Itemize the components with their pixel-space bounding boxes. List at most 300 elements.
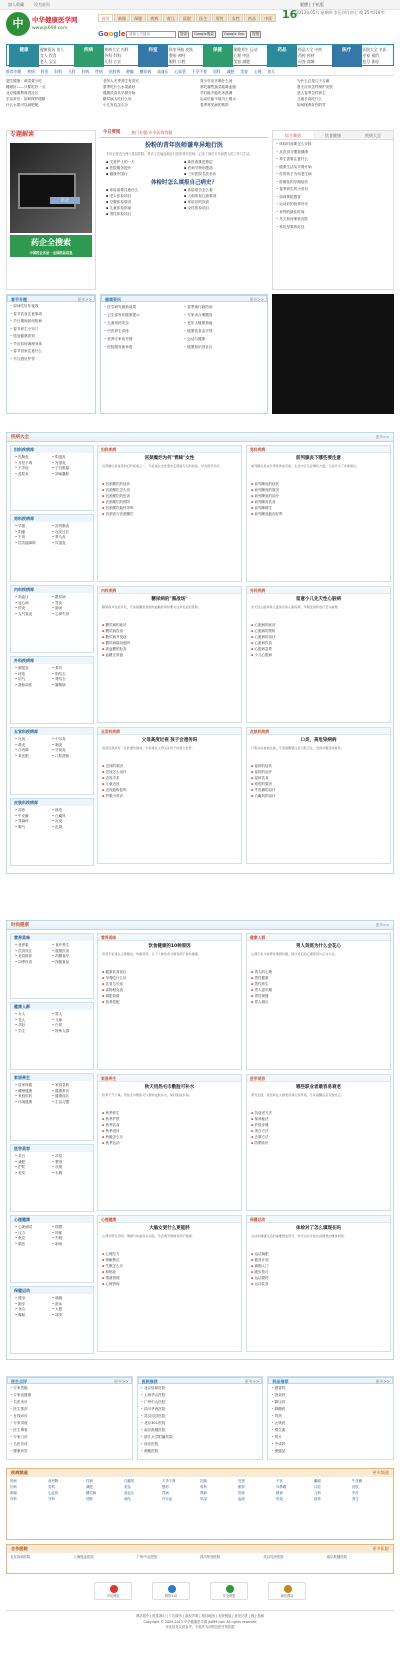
channel-link[interactable]: 耳鼻喉 xyxy=(276,1485,287,1489)
category-link[interactable]: • 牛皮癣 xyxy=(15,813,29,818)
ticker-link[interactable]: 超生健康：黄菜要少吃 xyxy=(6,79,42,83)
channel-link[interactable]: 牛皮癣 xyxy=(352,1479,363,1483)
card-link[interactable]: ▪ 跑步技巧 xyxy=(251,1269,386,1275)
category-link[interactable]: • 女人 xyxy=(15,1012,26,1016)
trust-badge-0[interactable] xyxy=(94,1582,132,1600)
category-title[interactable]: 营养美味 xyxy=(11,934,93,941)
category-link[interactable]: • 睾丸炎 xyxy=(52,535,66,539)
main-nav-link[interactable]: 皮肤 xyxy=(185,47,193,52)
main-nav-link[interactable]: 西药 xyxy=(298,52,307,58)
list-item[interactable]: • 旅途健康须知 xyxy=(10,333,92,341)
disease-more[interactable]: 更多>> xyxy=(375,435,389,439)
card-link[interactable]: ▪ 健康饮食误区 xyxy=(102,969,237,975)
main-nav-links-0[interactable] xyxy=(40,47,72,64)
category-link[interactable]: • 药膳食疗 xyxy=(52,954,70,958)
category-link[interactable]: • 包皮过长 xyxy=(52,529,70,534)
card-title[interactable]: 秋天用热毛巾敷脸可补水 xyxy=(144,1085,195,1090)
ticker-link[interactable]: 什么水果可以减肥呢 xyxy=(6,103,39,107)
logo-icon[interactable]: 中 xyxy=(6,12,30,36)
card-link[interactable]: ▪ 心脏病的症状 xyxy=(251,622,386,628)
card-link[interactable]: ▪ 心脏病急救 xyxy=(251,646,386,652)
card-link[interactable]: ▪ 高血糖的危害 xyxy=(102,646,237,652)
card-link[interactable]: ▪ 男人的心理 xyxy=(251,969,386,975)
channel-link[interactable]: 外科 xyxy=(48,1497,55,1501)
main-nav-tab-2[interactable]: 科室 xyxy=(138,45,168,67)
channel-link[interactable]: 胃病 xyxy=(162,1491,169,1495)
card-link[interactable]: ▪ 前列腺炎能治好吗 xyxy=(251,511,386,517)
topbar-links[interactable]: 繁體 | 手机版 xyxy=(300,2,324,7)
card-link[interactable]: ▪ 秋燥怎么办 xyxy=(102,1134,237,1140)
ticker-link[interactable]: 孕妇能不能吃冰淇淋 xyxy=(200,91,233,95)
subnav-item-15[interactable]: 美容 xyxy=(240,69,248,74)
card-link[interactable]: ▪ 宫颈糜烂的症状 xyxy=(102,481,237,487)
category-link[interactable]: • 家庭急救 xyxy=(52,1083,70,1087)
category-link[interactable]: • 食疗养生 xyxy=(52,943,70,947)
ticker-link[interactable]: 春季常见病的预防 xyxy=(200,103,229,107)
channel-link[interactable]: 血液 xyxy=(238,1497,245,1501)
bottom-link[interactable]: • 浙江大学附属医院 xyxy=(141,1434,260,1441)
right-list-item[interactable]: • 春季养生的小常识 xyxy=(276,186,390,194)
right-list-item[interactable]: • 养生需要注意什么 xyxy=(276,156,390,164)
subnav-item-7[interactable]: 皮肤病 xyxy=(108,69,121,74)
card-link[interactable]: ▪ 心理咨询 xyxy=(102,1281,237,1287)
set-homepage-link[interactable]: 设为首页 xyxy=(34,2,50,7)
trust-badge-2[interactable] xyxy=(210,1582,248,1600)
category-link[interactable]: • 痤疮 xyxy=(52,808,63,812)
ticker-link[interactable]: 夏季吃什么水果最好 xyxy=(103,85,136,89)
category-link[interactable]: • 早泄 xyxy=(15,524,26,528)
bottom-link[interactable]: • 南京鼓楼医院 xyxy=(141,1427,260,1434)
card-link[interactable]: ▪ 宫颈糜烂的预防 xyxy=(102,499,237,505)
main-nav-link[interactable]: 内科 xyxy=(120,47,129,52)
nav-tab-6[interactable]: 医生 xyxy=(196,14,211,22)
main-nav-tab-4[interactable]: 药品 xyxy=(267,45,297,67)
channel-link[interactable]: 子宫 xyxy=(276,1479,283,1483)
right-list-item[interactable]: • 健康生活从早餐开始 xyxy=(276,164,390,172)
list-item[interactable]: • 老年人健康指南 xyxy=(184,319,264,327)
category-link[interactable]: • 白领 xyxy=(52,1023,63,1027)
card-link[interactable]: ▪ 湿疹的治疗 xyxy=(251,769,386,775)
category-title[interactable]: 家居养生 xyxy=(11,1074,93,1081)
main-nav-link[interactable]: 男人 xyxy=(56,47,64,52)
card-link[interactable]: ▪ 秋季运动 xyxy=(102,1140,237,1146)
list-item[interactable]: • 医院服务新举措 xyxy=(104,343,184,351)
main-nav-link[interactable]: 老人 xyxy=(40,58,49,64)
main-nav-link[interactable]: 药品大全 xyxy=(298,47,315,52)
right-list-item[interactable]: • 补钙的最佳时间 xyxy=(276,209,390,217)
card-link[interactable]: ▪ 小儿心脏病 xyxy=(251,652,386,658)
card-link[interactable]: ▪ 运动损伤 xyxy=(251,1275,386,1281)
main-nav-link[interactable]: 宝宝 xyxy=(48,58,57,64)
bottom-link[interactable]: • 上海华山医院 xyxy=(141,1392,260,1399)
category-link[interactable]: • 美食推荐 xyxy=(15,954,33,958)
today-hot[interactable]: 热门专题·专业医师答疑 xyxy=(131,130,173,135)
today-link[interactable]: ▪ 男性体检项目 xyxy=(106,212,132,217)
category-link[interactable]: • 祛痘 xyxy=(52,1154,63,1158)
main-nav-link[interactable]: 神经 xyxy=(177,52,186,58)
category-link[interactable]: • 家庭用药 xyxy=(15,1094,33,1098)
category-link[interactable]: • 盆腔炎 xyxy=(15,471,29,476)
subnav-item-2[interactable]: 科室 xyxy=(40,69,49,74)
category-link[interactable]: • 不孕症 xyxy=(15,466,29,470)
ad-banner-black[interactable] xyxy=(272,294,394,414)
category-link[interactable]: • 整形 xyxy=(52,1159,63,1164)
bottom-link[interactable]: • 钙片 xyxy=(271,1434,390,1441)
list-item[interactable]: • 中医养生讲座 xyxy=(104,327,184,335)
card-header[interactable]: 妇科疾病 xyxy=(98,446,241,453)
card-link[interactable]: ▪ 近视能恢复吗 xyxy=(102,787,237,793)
list-item[interactable]: • 春季流行病防治 xyxy=(184,303,264,311)
card-header[interactable]: 保健运动 xyxy=(247,1216,390,1223)
channel-link[interactable]: 内科 xyxy=(10,1497,17,1501)
category-link[interactable]: • 儿童 xyxy=(52,1017,63,1022)
ticker-link[interactable]: 儿童长高吃什么 xyxy=(297,97,323,101)
subnav-item-1[interactable]: 疾病 xyxy=(27,69,35,74)
category-title[interactable]: 皮肤科疾病库 xyxy=(11,799,93,806)
trust-badge-1[interactable] xyxy=(152,1582,190,1600)
main-nav-link[interactable]: 女人 xyxy=(40,52,49,58)
bottom-link[interactable]: • 中成药 xyxy=(271,1441,390,1448)
card-link[interactable]: ▪ 抗衰老方法 xyxy=(251,1110,386,1116)
channel-link[interactable]: 妇科 xyxy=(10,1485,17,1489)
category-title[interactable]: 内科疾病库 xyxy=(11,586,93,593)
category-link[interactable]: • 支气管炎 xyxy=(15,611,33,616)
card-link[interactable]: ▪ 缓解焦虑 xyxy=(102,1257,237,1263)
hospital-link[interactable]: 武汉同济医院 xyxy=(263,1555,284,1559)
category-link[interactable]: • 胆结石 xyxy=(52,671,66,676)
channel-link[interactable]: 糖尿病 xyxy=(86,1491,97,1495)
category-title[interactable]: 健康人群 xyxy=(11,1003,93,1010)
card-title[interactable]: 饮食健康的10种原因 xyxy=(148,944,191,949)
card-title[interactable]: 体检对了怎么填现在吗 xyxy=(296,1226,341,1231)
topic-photo[interactable] xyxy=(10,143,92,233)
main-nav-link[interactable]: 眼科 xyxy=(169,58,178,64)
category-link[interactable]: • 骨折 xyxy=(52,666,63,670)
list-item[interactable]: • 春节养生小窍门 xyxy=(10,326,92,334)
card-link[interactable]: ▪ 男人减压 xyxy=(251,999,386,1005)
category-link[interactable]: • 乳腺炎 xyxy=(15,455,29,459)
ticker-link[interactable]: 如何保养好你的胃 xyxy=(297,103,326,107)
category-link[interactable]: • 近视 xyxy=(15,737,26,741)
bottom-link[interactable]: • 健康问答 xyxy=(10,1448,129,1455)
card-title[interactable]: 父母高度近视 孩子会遗传吗 xyxy=(141,738,198,743)
card-title[interactable]: 留意小儿先天性心脏病 xyxy=(296,597,341,602)
today-link[interactable]: ▪ 入职体检注意事项 xyxy=(184,194,217,199)
main-nav-link[interactable]: 名医 xyxy=(378,47,387,52)
main-nav-link[interactable]: 整形 xyxy=(169,52,178,58)
list-item[interactable]: • 春节回家注意什么 xyxy=(10,348,92,356)
nav-tab-7[interactable]: 男性 xyxy=(212,14,227,22)
card-link[interactable]: ▪ 宫颈糜烂怎么治 xyxy=(102,487,237,493)
category-link[interactable]: • 美发 xyxy=(15,1170,26,1175)
subnav-item-9[interactable]: 糖尿病 xyxy=(139,69,152,74)
bottom-link[interactable]: • 西京医院 xyxy=(141,1441,260,1448)
card-link[interactable]: ▪ 早餐吃什么好 xyxy=(102,975,237,981)
card-header[interactable]: 医学美容 xyxy=(247,1075,390,1082)
category-link[interactable]: • 鼻炎 xyxy=(15,742,26,747)
category-link[interactable]: • 白癜风 xyxy=(52,813,66,818)
category-link[interactable]: • 心律失常 xyxy=(52,611,70,616)
bottom-link[interactable]: • 胃药 xyxy=(271,1413,390,1420)
today-link[interactable]: ▪ 体检前要注意什么 xyxy=(106,188,139,193)
category-link[interactable]: • 压力 xyxy=(15,1230,26,1235)
bottom-link[interactable]: • 维生素 xyxy=(271,1427,390,1434)
main-nav-link[interactable]: 体检 xyxy=(371,58,379,64)
ticker-link[interactable]: 常吃哪些蔬菜能降血脂 xyxy=(200,85,236,89)
card-link[interactable]: ▪ 糖尿病能治愈吗 xyxy=(102,640,237,646)
ticker-link[interactable]: 青少年应多喝什么汤 xyxy=(200,79,233,83)
site-name[interactable]: 中华健康医学网 xyxy=(32,16,78,24)
nav-tab-2[interactable]: 保健 xyxy=(131,14,146,22)
card-link[interactable]: ▪ 宫颈糜烂的危害 xyxy=(102,493,237,499)
card-link[interactable]: ▪ 糖尿病的症状 xyxy=(102,622,237,628)
ticker-link[interactable]: 睡眠好——只要吃好一点 xyxy=(6,85,46,89)
category-link[interactable]: • 睡眠健康 xyxy=(15,1088,33,1093)
category-link[interactable]: • 焦虑 xyxy=(15,1236,26,1240)
card-link[interactable]: ▪ 饮食与长寿 xyxy=(102,981,237,987)
card-link[interactable]: ▪ 健身计划 xyxy=(251,1257,386,1263)
bottom-link[interactable]: • 武汉同济医院 xyxy=(141,1413,260,1420)
subnav-item-4[interactable]: 儿科 xyxy=(67,69,76,74)
card-link[interactable]: ▪ 湿疹饮食 xyxy=(251,775,386,781)
disease-channel-more[interactable]: 更多频道 xyxy=(372,1470,389,1475)
list-item[interactable]: • 专家谈合理膳食 xyxy=(184,311,264,319)
right-list-item[interactable]: • 常吃坚果的好处 xyxy=(276,224,390,232)
spring-more-link[interactable]: 更多>> xyxy=(77,297,92,302)
category-link[interactable]: • 卵巢囊肿 xyxy=(52,471,70,476)
channel-link[interactable]: 乳腺 xyxy=(200,1479,207,1483)
channel-link[interactable]: 骨科 xyxy=(200,1485,207,1489)
card-link[interactable]: ▪ 湿疹的症状 xyxy=(251,763,386,769)
category-link[interactable]: • 游泳 xyxy=(52,1301,63,1306)
right-list-item[interactable]: • 冬天如何保养皮肤 xyxy=(276,216,390,224)
main-nav-link[interactable]: 科室导航 xyxy=(169,47,186,52)
channel-link[interactable]: 儿科 xyxy=(314,1491,321,1495)
channel-link[interactable]: 神经 xyxy=(124,1497,131,1501)
category-link[interactable]: • 特殊人群 xyxy=(52,1028,70,1033)
today-link[interactable]: ▪ 健康中国行 xyxy=(106,171,128,176)
channel-link[interactable]: 性病 xyxy=(86,1479,93,1483)
channel-link[interactable]: 心血管 xyxy=(48,1491,59,1495)
channel-link[interactable]: 眼科 xyxy=(238,1485,245,1489)
ticker-link[interactable]: 老年人冬季养生有讲究 xyxy=(103,79,139,83)
subnav-item-8[interactable]: 肿瘤 xyxy=(126,69,134,74)
main-nav-link[interactable]: 健康资讯 xyxy=(40,47,57,52)
nav-tab-1[interactable]: 新闻 xyxy=(114,14,129,22)
footer-line-0[interactable]: 网站简介 | 联系我们 | 广告服务 | 版权声明 | 网站地图 | 友情链接 | 意见反馈 | 网上投稿 xyxy=(136,1614,264,1618)
nav-tab-8[interactable]: 女性 xyxy=(228,14,243,22)
bottom-col-more[interactable]: 更多>> xyxy=(113,1379,129,1384)
card-title[interactable]: 大脑女更什么更能胖 xyxy=(149,1226,190,1231)
category-title[interactable]: 心理健康 xyxy=(11,1216,93,1223)
bottom-link[interactable]: • 止咳药 xyxy=(271,1420,390,1427)
main-nav-tab-0[interactable]: 健康 xyxy=(9,45,39,67)
card-header[interactable]: 营养美味 xyxy=(98,934,241,941)
category-link[interactable]: • 肺炎 xyxy=(52,606,63,610)
category-link[interactable]: • 婚恋 xyxy=(15,1241,26,1246)
main-nav-link[interactable]: 外科 xyxy=(104,52,114,58)
category-link[interactable]: • 牙周炎 xyxy=(52,748,66,752)
main-nav-tab-5[interactable]: 医疗 xyxy=(332,45,362,67)
category-link[interactable]: • 荨麻疹 xyxy=(15,819,29,823)
category-link[interactable]: • 健身 xyxy=(15,1296,26,1300)
health-more[interactable]: 更多>> xyxy=(375,923,389,927)
bottom-col-more[interactable]: 更多>> xyxy=(375,1379,391,1384)
category-link[interactable]: • 球类 xyxy=(52,1312,63,1317)
category-link[interactable]: • 阑尾炎 xyxy=(15,666,29,670)
main-nav-tab-3[interactable]: 保健 xyxy=(203,45,233,67)
channel-link[interactable]: 内分泌 xyxy=(162,1497,173,1501)
today-link[interactable]: ▪ 体检报告怎么看 xyxy=(184,188,213,193)
main-nav-link[interactable]: 中药 xyxy=(314,47,322,52)
main-nav-link[interactable]: 五官 xyxy=(113,58,121,64)
nav-tab-9[interactable]: 药品 xyxy=(244,14,259,22)
card-link[interactable]: ▪ 秋季养生 xyxy=(102,1110,237,1116)
card-link[interactable]: ▪ 美白方法 xyxy=(251,1128,386,1134)
bottom-link[interactable]: • 在线问诊 xyxy=(10,1413,129,1420)
card-link[interactable]: ▪ 心脏病的治疗 xyxy=(251,634,386,640)
hospital-link[interactable]: 北京协和医院 xyxy=(10,1555,31,1559)
today-link[interactable]: ▪ 儿童体检指南 xyxy=(106,206,132,211)
main-nav-link[interactable]: 商城 xyxy=(306,58,315,64)
today-link[interactable]: ▪ 老人体检项目 xyxy=(106,194,132,199)
main-nav-links-2[interactable] xyxy=(169,47,201,64)
card-link[interactable]: ▪ 糖尿病饮食 xyxy=(102,628,237,634)
bottom-link[interactable]: • 专家答疑 xyxy=(10,1385,129,1392)
card-link[interactable]: ▪ 护肤步骤 xyxy=(251,1122,386,1128)
category-link[interactable]: • 不育 xyxy=(15,535,26,539)
main-nav-link[interactable]: 心理 xyxy=(233,52,243,58)
category-title[interactable]: 五官科疾病库 xyxy=(11,728,93,735)
card-link[interactable]: ▪ 秋季护肤 xyxy=(102,1116,237,1122)
category-link[interactable]: • 胃炎 xyxy=(52,600,63,605)
category-title[interactable]: 男科疾病库 xyxy=(11,515,93,522)
today-link[interactable]: ▪ 医院服务提升 xyxy=(106,165,132,170)
main-nav-link[interactable]: 饮食 xyxy=(48,52,57,58)
category-link[interactable]: • 四季饮食 xyxy=(15,959,33,964)
main-nav-links-1[interactable] xyxy=(105,47,137,64)
card-link[interactable]: ▪ 护眼小常识 xyxy=(102,793,237,799)
card-link[interactable]: ▪ 失眠怎么办 xyxy=(102,1263,237,1269)
subnav-item-17[interactable]: 育儿 xyxy=(267,69,276,74)
card-link[interactable]: ▪ 秋季进补 xyxy=(102,1128,237,1134)
trust-badge-3[interactable] xyxy=(268,1582,306,1600)
card-link[interactable]: ▪ 心理压力 xyxy=(102,1251,237,1257)
subnav-item-0[interactable]: 推荐专题 xyxy=(6,69,22,74)
category-link[interactable]: • 阳痿 xyxy=(15,529,26,534)
bottom-link[interactable]: • 医生博客 xyxy=(10,1427,129,1434)
category-link[interactable]: • 前列腺炎 xyxy=(52,524,70,528)
channel-link[interactable]: 癫痫 xyxy=(314,1479,321,1483)
bottom-link[interactable]: • 名医访谈 xyxy=(10,1441,129,1448)
card-link[interactable]: ▪ 近视手术 xyxy=(102,775,237,781)
subnav-item-6[interactable]: 性病 xyxy=(95,69,103,74)
card-header[interactable]: 心理健康 xyxy=(98,1216,241,1223)
category-link[interactable]: • 抑郁 xyxy=(52,1230,63,1235)
nav-tab-4[interactable]: 育儿 xyxy=(163,14,178,22)
main-nav-link[interactable]: 中医 xyxy=(242,52,250,58)
card-link[interactable]: ▪ 心脏病饮食 xyxy=(251,640,386,646)
category-link[interactable]: • 静脉曲张 xyxy=(15,682,33,687)
subnav-item-10[interactable]: 高血压 xyxy=(157,69,169,74)
category-link[interactable]: • 跑步 xyxy=(15,1301,26,1306)
subnav-item-13[interactable]: 男科 xyxy=(213,69,221,74)
bottom-link[interactable]: • 名医坐诊 xyxy=(10,1399,129,1406)
nav-tab-0[interactable]: 首页 xyxy=(98,14,113,22)
card-link[interactable]: ▪ 抑郁症 xyxy=(102,1269,237,1275)
bottom-col-more[interactable]: 更多>> xyxy=(244,1379,260,1384)
list-item[interactable]: • 运动与健康 xyxy=(184,335,264,343)
category-link[interactable]: • 阴道炎 xyxy=(52,455,66,459)
card-link[interactable]: ▪ 前列腺炎的原因 xyxy=(251,487,386,493)
category-link[interactable]: • 痔疮 xyxy=(15,671,26,676)
card-link[interactable]: ▪ 前列腺增生 xyxy=(251,505,386,511)
category-link[interactable]: • 尿道炎 xyxy=(52,540,66,545)
channel-link[interactable]: 减肥 xyxy=(86,1485,93,1489)
main-nav-link[interactable]: 美容 xyxy=(233,58,243,64)
right-list-item[interactable]: • 从饮食习惯看健康 xyxy=(276,149,390,157)
ticker-link[interactable]: 糖尿病人吃什么好 xyxy=(103,97,132,101)
bottom-link[interactable]: • 降压药 xyxy=(271,1399,390,1406)
category-title[interactable]: 保健运动 xyxy=(11,1287,93,1294)
card-link[interactable]: ▪ 白癜风的治疗 xyxy=(251,793,386,799)
channel-link[interactable]: 前列腺 xyxy=(48,1479,59,1483)
hospital-link[interactable]: 南京鼓楼医院 xyxy=(326,1555,347,1559)
main-nav-links-3[interactable] xyxy=(234,47,266,64)
search-button[interactable]: 搜索 xyxy=(180,32,188,36)
category-link[interactable]: • 腰椎病 xyxy=(52,682,66,687)
right-list-item[interactable]: • 肝硬化的早期症状 xyxy=(276,179,390,187)
channel-link[interactable]: 高血压 xyxy=(124,1491,135,1495)
category-link[interactable]: • 咽炎 xyxy=(52,742,63,747)
today-headline[interactable]: 扮粉的青年医师谦卑异地行医 xyxy=(144,142,223,149)
category-link[interactable]: • 青光眼 xyxy=(15,753,29,758)
main-nav-links-4[interactable] xyxy=(298,47,330,64)
card-link[interactable]: ▪ 男性保健 xyxy=(251,993,386,999)
bottom-link[interactable]: • 湘雅医院 xyxy=(141,1448,260,1455)
channel-link[interactable]: 营养 xyxy=(314,1497,321,1501)
card-link[interactable]: ▪ 前列腺炎的症状 xyxy=(251,481,386,487)
main-nav-link[interactable]: 医院大全 xyxy=(362,47,379,52)
category-link[interactable]: • 糖尿病 xyxy=(52,595,66,599)
channel-link[interactable]: 美容 xyxy=(124,1485,131,1489)
add-favorite-link[interactable]: 加入收藏 xyxy=(8,2,24,7)
nav-tab-10[interactable]: 中医 xyxy=(261,14,276,22)
channel-link[interactable]: 养生 xyxy=(352,1497,359,1501)
main-nav-link[interactable]: 儿科 xyxy=(104,58,114,64)
channel-link[interactable]: 传染 xyxy=(276,1497,283,1501)
subnav-item-12[interactable]: 不孕不育 xyxy=(191,69,208,74)
card-link[interactable]: ▪ 情绪管理 xyxy=(102,1275,237,1281)
card-link[interactable]: ▪ 牛皮癣的治疗 xyxy=(251,787,386,793)
main-nav-link[interactable]: 专家 xyxy=(362,52,372,58)
ticker-link[interactable]: 为什么总是口干舌燥 xyxy=(297,79,330,83)
category-link[interactable]: • 肝炎 xyxy=(15,606,26,610)
category-link[interactable]: • 失眠 xyxy=(52,1236,63,1240)
main-nav-link[interactable]: 保健养生 xyxy=(233,47,250,52)
category-link[interactable]: • 职场 xyxy=(52,1241,63,1246)
card-link[interactable]: ▪ 保养秘诀 xyxy=(251,1116,386,1122)
main-nav-link[interactable]: 预约 xyxy=(371,52,379,58)
category-link[interactable]: • 健康常识 xyxy=(52,1088,70,1093)
category-link[interactable]: • 口腔溃疡 xyxy=(52,753,70,758)
ticker-link[interactable]: 运动后能不能马上喝水 xyxy=(200,97,236,101)
today-link[interactable]: ▪ 新医改推进基层 xyxy=(184,159,213,164)
partner-hospital-more[interactable]: 更多医院 xyxy=(372,1546,389,1551)
category-link[interactable]: • 减肥 xyxy=(15,1159,26,1164)
category-link[interactable]: • 性功能障碍 xyxy=(15,540,36,545)
category-link[interactable]: • 心理测试 xyxy=(15,1225,33,1229)
